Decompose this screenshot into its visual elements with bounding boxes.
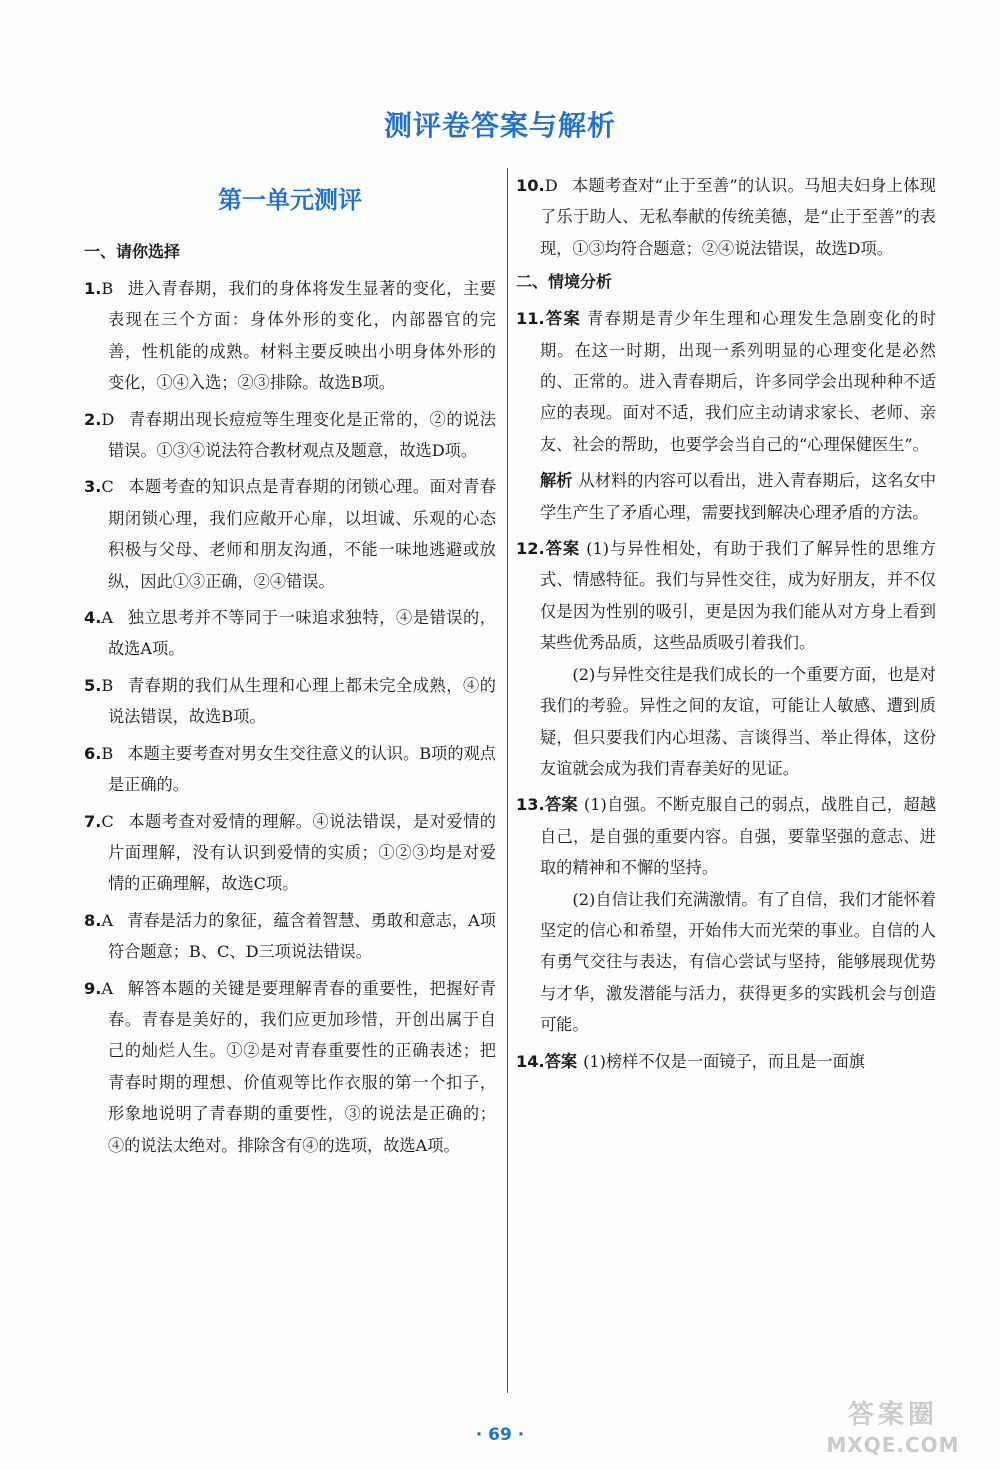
answer-item-6: 6.B 本题主要考查对男女生交往意义的认识。B项的观点是正确的。 — [84, 743, 496, 795]
answer-item-13: 13.答案 (1)自强。不断克服自己的弱点，战胜自己，超越自己，是自强的重要内容。自强，要靠坚强的意志、进取的精神和不懈的坚持。 — [516, 795, 937, 878]
answer-item-13-part2: (2)自信让我们充满激情。有了自信，我们才能怀着坚定的信心和希望，开始伟大而光荣的事业。自信的人有勇气交往与表达，有信心尝试与坚持，能够展现优势与才华，激发潜能与活力，获得更多的实践机会与创造可能。 — [540, 889, 936, 1035]
answer-item-12-part2: (2)与异性交往是我们成长的一个重要方面，也是对我们的考验。异性之间的友谊，可能让人敏感、遭到质疑，但只要我们内心坦荡、言谈得当、举止得体，这份友谊就会成为我们青春美好的见证。 — [540, 664, 936, 778]
page-number: · 69 · — [475, 1425, 525, 1445]
answer-item-1: 1.B 进入青春期，我们的身体将发生显著的变化，主要表现在三个方面：身体外形的变化，内部器官的完善，性机能的成熟。材料主要反映出小明身体外形的变化，①④入选；②③排除。故选B项。 — [84, 279, 496, 393]
answer-item-12: 12.答案 (1)与异性相处，有助于我们了解异性的思维方式、情感特征。我们与异性交往，成为好朋友，并不仅仅是因为性别的吸引，更是因为我们能从对方身上看到某些优秀品质，这些品质吸引着我们。 — [516, 539, 936, 653]
answer-item-11-analysis: 解析 从材料的内容可以看出，进入青春期后，这名女中学生产生了矛盾心理，需要找到解决心理矛盾的方法。 — [540, 471, 937, 522]
answer-item-4: 4.A 独立思考并不等同于一味追求独特，④是错误的，故选A项。 — [84, 608, 496, 659]
answer-item-11: 11.答案 青春期是青少年生理和心理发生急剧变化的时期。在这一时期，出现一系列明显的心理变化是必然的、正常的。进入青春期后，许多同学会出现种种不适应的表现。面对不适，我们应主动请求家长、老师、亲友、社会的帮助，也要学会当自己的“心理保健医生”。 — [516, 309, 937, 454]
watermark-url: MXQE.COM — [826, 1433, 960, 1457]
answer-item-10: 10.D 本题考查对“止于至善”的认识。马旭夫妇身上体现了乐于助人、无私奉献的传统美德，是“止于至善”的表现，①③均符合题意；②④说法错误，故选D项。 — [516, 176, 936, 258]
unit-title: 第一单元测评 — [218, 186, 362, 214]
watermark-logo — [798, 1400, 988, 1462]
answer-item-2: 2.D 青春期出现长痘痘等生理变化是正常的，②的说法错误。①③④说法符合教材观点及题意，故选D项。 — [84, 409, 496, 461]
section-heading-analysis: 二、情境分析 — [516, 272, 613, 292]
answer-item-5: 5.B 青春期的我们从生理和心理上都未完全成熟，④的说法错误，故选B项。 — [84, 675, 496, 727]
answer-item-3: 3.C 本题考查的知识点是青春期的闭锁心理。面对青春期闭锁心理，我们应敞开心扉，以坦诚、乐观的心态积极与父母、老师和朋友沟通，不能一味地逃避或放纵，因此①③正确，②④错误。 — [84, 477, 496, 591]
answer-item-8: 8.A 青春是活力的象征，蕴含着智慧、勇敢和意志，A项符合题意；B、C、D三项说法错误。 — [84, 910, 496, 962]
page-title: 测评卷答案与解析 — [383, 109, 616, 142]
right-column — [516, 170, 936, 1082]
left-column — [84, 170, 496, 1166]
watermark-text: 答案圈 — [847, 1400, 938, 1430]
answer-item-7: 7.C 本题考查对爱情的理解。④说法错误，是对爱情的片面理解，没有认识到爱情的实质；①②③均是对爱情的正确理解，故选C项。 — [84, 811, 496, 894]
answer-item-14: 14.答案 (1)榜样不仅是一面镜子，而且是一面旗 — [516, 1051, 865, 1071]
column-divider — [507, 168, 508, 1393]
section-heading-choice: 一、请你选择 — [84, 242, 181, 261]
answer-item-9: 9.A 解答本题的关键是要理解青春的重要性，把握好青春。青春是美好的，我们应更加珍惜，开创出属于自己的灿烂人生。①②是对青春重要性的正确表述；把青春时期的理想、价值观等比作衣服的第一个扣子，形象地说明了青春期的重要性，③的说法是正确的；④的说法太绝对。排除含有④的选项，故选A项。 — [84, 978, 496, 1155]
